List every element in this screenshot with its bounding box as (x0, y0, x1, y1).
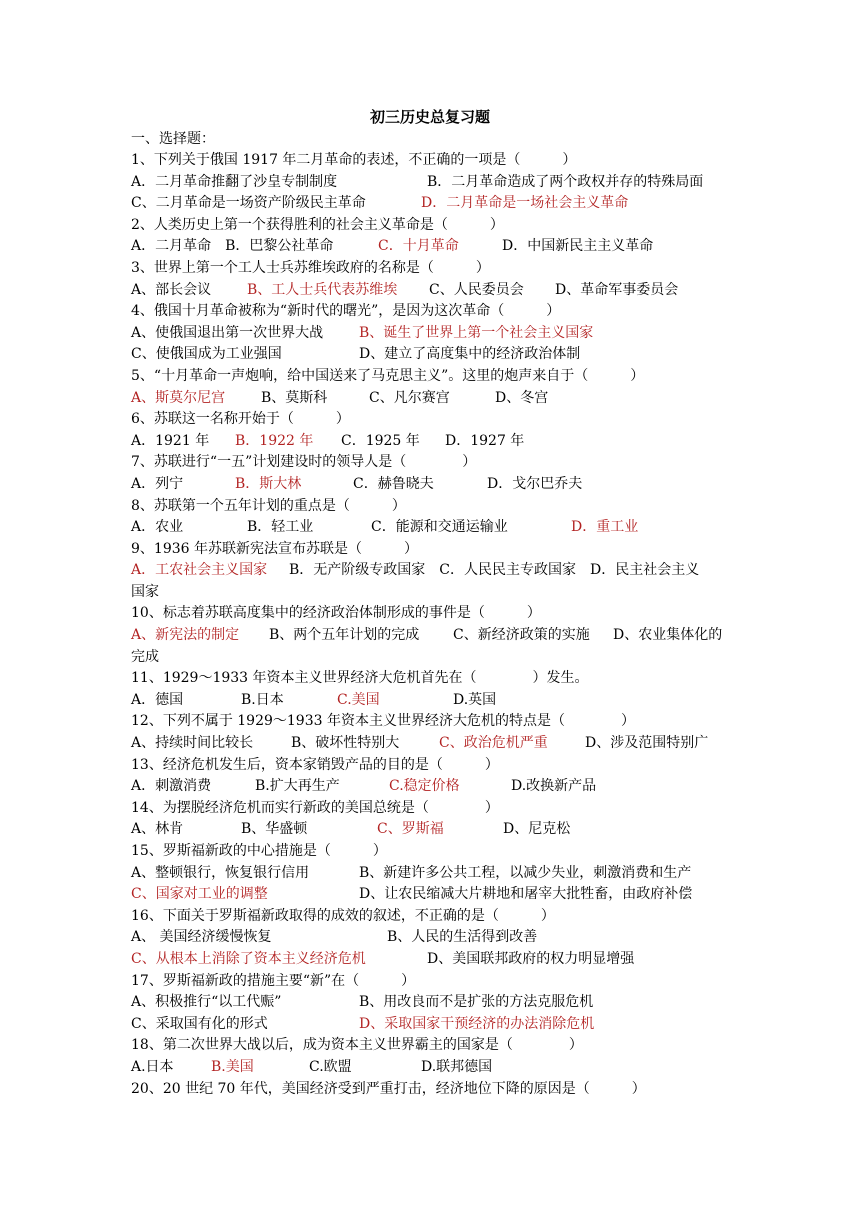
text-line (131, 517, 731, 539)
option-text: B、莫斯科 (261, 389, 328, 406)
option-text: D．中国新民主主义革命 (502, 238, 654, 255)
line-text: 17、罗斯福新政的措施主要“新”在（ ） (131, 972, 416, 989)
text-line (131, 906, 731, 928)
option-text: A、积极推行“以工代赈” (131, 994, 282, 1011)
option-text: B.扩大再生产 (255, 778, 340, 795)
text-line (131, 668, 731, 690)
line-text: 5、“十月革命一声炮响，给中国送来了马克思主义”。这里的炮声来自于（ ） (131, 367, 645, 384)
text-line (131, 431, 731, 453)
answer-option: B、诞生了世界上第一个社会主义国家 (359, 324, 594, 341)
text-line (131, 971, 731, 993)
option-text: A．刺激消费 (131, 778, 212, 795)
option-text: A．德国 (131, 691, 184, 708)
option-text: C、二月革命是一场资产阶级民主革命 (131, 195, 366, 212)
option-text: D、冬宫 (495, 389, 549, 406)
line-text: 7、苏联进行“一五”计划建设时的领导人是（ ） (131, 454, 477, 471)
answer-option: A、斯莫尔尼宫 (131, 389, 226, 406)
text-line (131, 992, 731, 1014)
text-line (131, 344, 731, 366)
line-text: 3、世界上第一个工人士兵苏维埃政府的名称是（ ） (131, 259, 490, 276)
section-heading: 一、选择题： (131, 131, 215, 147)
text-line (131, 496, 731, 518)
option-text: A、部长会议 (131, 281, 212, 298)
text-line (131, 711, 731, 733)
option-text: A．二月革命 B．巴黎公社革命 (131, 238, 334, 255)
page-title: 初三历史总复习题 (369, 108, 490, 126)
option-text: B.日本 (241, 691, 284, 708)
line-text: 完成 (131, 648, 159, 665)
line-text: 1、下列关于俄国 1917 年二月革命的表述，不正确的一项是（ ） (131, 152, 577, 168)
text-line (131, 150, 731, 172)
line-text: 6、苏联这一名称开始于（ ） (131, 411, 350, 428)
answer-option: B．斯大林 (235, 475, 302, 492)
text-line (131, 603, 731, 625)
option-text: C、使俄国成为工业强国 (131, 346, 282, 363)
option-text: B．二月革命造成了两个政权并存的特殊局面 (427, 173, 704, 190)
text-line (131, 690, 731, 712)
line-text: 16、下面关于罗斯福新政取得的成效的叙述，不正确的是（ ） (131, 907, 555, 924)
line-text: 14、为摆脱经济危机而实行新政的美国总统是（ ） (131, 799, 499, 816)
text-line (131, 172, 731, 194)
option-text: C．能源和交通运输业 (371, 519, 508, 536)
line-text: 4、俄国十月革命被称为“新时代的曙光”，是因为这次革命（ ） (131, 303, 561, 320)
option-text: D、建立了高度集中的经济政治体制 (359, 346, 581, 363)
text-line (131, 280, 731, 302)
option-text: A、持续时间比较长 (131, 735, 254, 752)
text-line (131, 647, 731, 669)
line-text: 10、标志着苏联高度集中的经济政治体制形成的事件是（ ） (131, 605, 541, 622)
option-text: A、 美国经济缓慢恢复 (131, 929, 272, 946)
answer-option: D．重工业 (571, 519, 639, 536)
text-line (131, 193, 731, 215)
answer-option: D、采取国家干预经济的办法消除危机 (359, 1015, 595, 1032)
text-line (131, 236, 731, 258)
option-text: D、让农民缩减大片耕地和屠宰大批牲畜，由政府补偿 (359, 886, 693, 903)
text-line (131, 258, 731, 280)
text-line (131, 884, 731, 906)
text-line (131, 582, 731, 604)
answer-option: C、国家对工业的调整 (131, 886, 268, 903)
option-text: B．轻工业 (247, 519, 314, 536)
option-text: D.联邦德国 (421, 1058, 493, 1075)
line-text: 18、第二次世界大战以后，成为资本主义世界霸主的国家是（ ） (131, 1037, 583, 1054)
option-text: A．二月革命推翻了沙皇专制制度 (131, 173, 338, 190)
answer-option: C.稳定价格 (389, 778, 460, 795)
option-text: B、用改良而不是扩张的方法克服危机 (359, 994, 594, 1011)
option-text: C．赫鲁晓夫 (353, 475, 434, 492)
option-text: D、农业集体化的 (613, 627, 723, 644)
text-line (131, 560, 731, 582)
line-text: 12、下列不属于 1929～1933 年资本主义世界经济大危机的特点是（ ） (131, 713, 635, 730)
text-line (131, 539, 731, 561)
answer-option: C、政治危机严重 (439, 735, 548, 752)
option-text: A．农业 (131, 519, 184, 536)
answer-option: D．二月革命是一场社会主义革命 (421, 195, 629, 212)
text-line (131, 215, 731, 237)
answer-option: C、罗斯福 (377, 821, 444, 838)
text-line (131, 733, 731, 755)
option-text: A、林肯 (131, 821, 184, 838)
line-text: 国家 (131, 583, 159, 600)
line-text: 9、1936 年苏联新宪法宣布苏联是（ ） (131, 540, 418, 557)
option-text: D、涉及范围特别广 (585, 735, 709, 752)
option-text: B、新建许多公共工程，以减少失业，刺激消费和生产 (359, 864, 692, 881)
text-line (131, 927, 731, 949)
text-line (131, 1079, 731, 1101)
option-text: D.改换新产品 (511, 778, 597, 795)
text-line (131, 819, 731, 841)
option-text: B、两个五年计划的完成 (269, 627, 420, 644)
text-line (131, 301, 731, 323)
option-text: C、人民委员会 (429, 281, 524, 298)
text-line (131, 755, 731, 777)
line-text: 11、1929～1933 年资本主义世界经济大危机首先在（ ）发生。 (131, 670, 589, 687)
option-text: C、凡尔赛宫 (369, 389, 450, 406)
option-text: B、破坏性特别大 (291, 735, 400, 752)
text-line (131, 1057, 731, 1079)
text-line (131, 388, 731, 410)
option-text: D、尼克松 (503, 821, 571, 838)
answer-option: B、工人士兵代表苏维埃 (247, 281, 398, 298)
line-text: 2、人类历史上第一个获得胜利的社会主义革命是（ ） (131, 216, 504, 233)
option-text: B．无产阶级专政国家 C．人民民主专政国家 D．民主社会主义 (289, 562, 700, 579)
text-line (131, 409, 731, 431)
text-line (131, 863, 731, 885)
option-text: A.日本 (131, 1058, 174, 1075)
text-line (131, 474, 731, 496)
answer-option: C．十月革命 (378, 238, 459, 255)
option-text: A．1921 年 (131, 432, 210, 449)
line-text: 8、苏联第一个五年计划的重点是（ ） (131, 497, 406, 514)
text-line (131, 1035, 731, 1057)
option-text: B、华盛顿 (241, 821, 308, 838)
answer-option: B．1922 年 (235, 432, 314, 449)
question-list (131, 150, 731, 1100)
option-text: A．列宁 (131, 475, 184, 492)
text-line (131, 323, 731, 345)
line-text: 13、经济危机发生后，资本家销毁产品的目的是（ ） (131, 756, 499, 773)
answer-option: B.美国 (211, 1058, 254, 1075)
option-text: C、采取国有化的形式 (131, 1015, 268, 1032)
line-text: 20、20 世纪 70 年代，美国经济受到严重打击，经济地位下降的原因是（ ） (131, 1080, 646, 1097)
text-line (131, 625, 731, 647)
option-text: D.英国 (453, 691, 497, 708)
option-text: D、革命军事委员会 (555, 281, 679, 298)
text-line (131, 841, 731, 863)
text-line (131, 798, 731, 820)
option-text: D．戈尔巴乔夫 (487, 475, 583, 492)
option-text: C．1925 年 (341, 432, 420, 449)
option-text: C、新经济政策的实施 (453, 627, 590, 644)
option-text: D．1927 年 (445, 432, 525, 449)
answer-option: C.美国 (337, 691, 380, 708)
option-text: A、整顿银行，恢复银行信用 (131, 864, 310, 881)
option-text: C.欧盟 (309, 1058, 352, 1075)
text-line (131, 776, 731, 798)
answer-option: A、新宪法的制定 (131, 627, 240, 644)
option-text: A、使俄国退出第一次世界大战 (131, 324, 324, 341)
option-text: D、美国联邦政府的权力明显增强 (427, 950, 635, 967)
answer-option: A．工农社会主义国家 (131, 562, 268, 579)
text-line (131, 1014, 731, 1036)
option-text: B、人民的生活得到改善 (387, 929, 538, 946)
answer-option: C、从根本上消除了资本主义经济危机 (131, 950, 366, 967)
text-line (131, 452, 731, 474)
line-text: 15、罗斯福新政的中心措施是（ ） (131, 843, 387, 859)
text-line (131, 366, 731, 388)
text-line (131, 949, 731, 971)
